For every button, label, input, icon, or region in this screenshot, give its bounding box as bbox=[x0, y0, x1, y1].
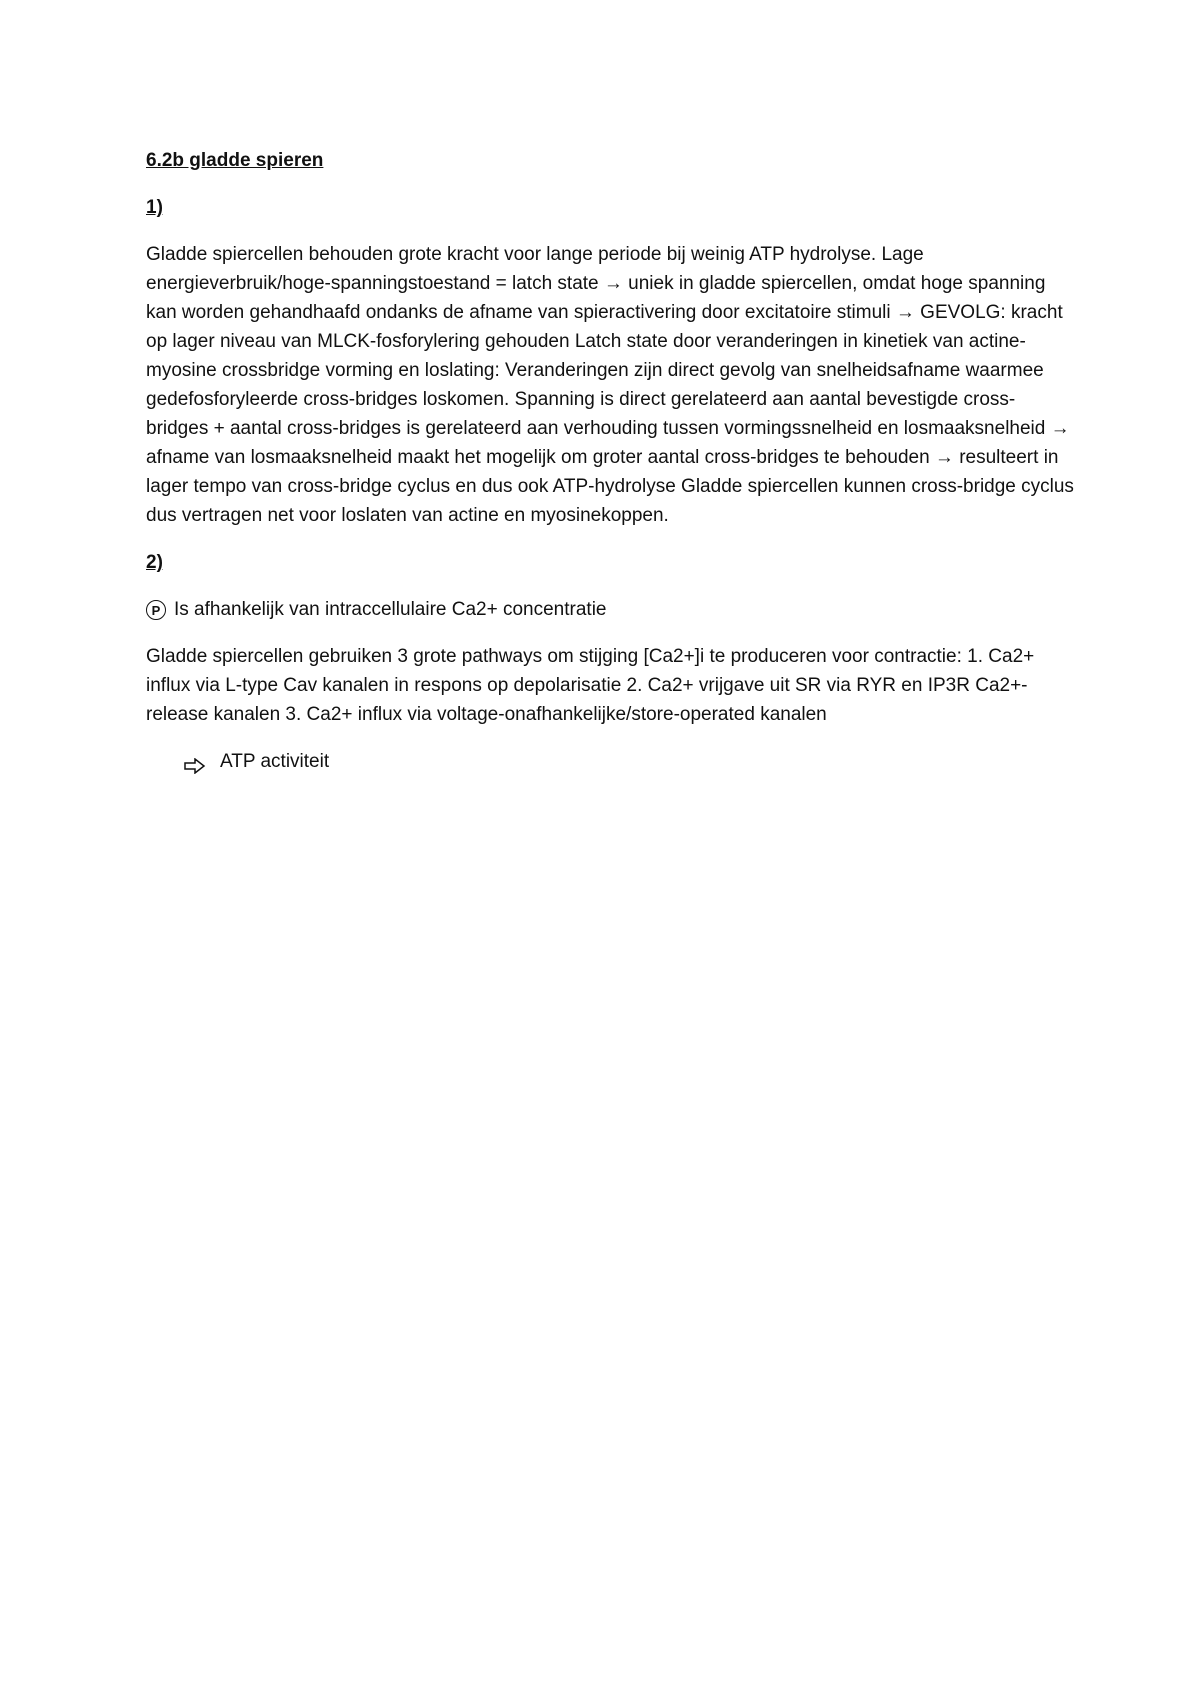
section-1-heading: 1) bbox=[146, 197, 163, 218]
section-2-note-text: Is afhankelijk van intraccellulaire Ca2+ concentratie bbox=[174, 599, 607, 620]
section-2-note bbox=[146, 595, 1076, 624]
outline-right-arrow-icon bbox=[184, 754, 206, 770]
section-2-heading: 2) bbox=[146, 552, 163, 573]
section-1-paragraph: Gladde spiercellen behouden grote kracht voor lange periode bij weinig ATP hydrolyse. Lage energieverbruik/hoge-spanningstoestand = latch state → uniek in gladde spiercellen, omdat hoge spanning kan worden gehandhaafd ondanks de afname van spieractivering door excitatoire stimuli → GEVOLG: kracht op lager niveau van MLCK-fosforylering gehouden Latch state door veranderingen in kinetiek van actine-myosine crossbridge vorming en loslating: Veranderingen zijn direct gevolg van snelheidsafname waarmee gedefosforyleerde cross-bridges loskomen. Spanning is direct gerelateerd aan aantal bevestigde cross-bridges + aantal cross-bridges is gerelateerd aan verhouding tussen vormingssnelheid en losmaaksnelheid → afname van losmaaksnelheid maakt het mogelijk om groter aantal cross-bridges te behouden → resulteert in lager tempo van cross-bridge cyclus en dus ook ATP-hydrolyse Gladde spiercellen kunnen cross-bridge cyclus dus vertragen net voor loslaten van actine en myosinekoppen. bbox=[146, 244, 1074, 526]
circled-p-icon: P bbox=[146, 600, 166, 620]
bullet-item bbox=[184, 747, 1076, 776]
document-body bbox=[146, 146, 1076, 794]
document-title: 6.2b gladde spieren bbox=[146, 150, 324, 171]
bullet-item-text: ATP activiteit bbox=[220, 751, 330, 772]
section-2-paragraph: Gladde spiercellen gebruiken 3 grote pathways om stijging [Ca2+]i te produceren voor contractie: 1. Ca2+ influx via L-type Cav kanalen in respons op depolarisatie 2. Ca2+ vrijgave uit SR via RYR en IP3R Ca2+-release kanalen 3. Ca2+ influx via voltage-onafhankelijke/store-operated kanalen bbox=[146, 646, 1035, 725]
